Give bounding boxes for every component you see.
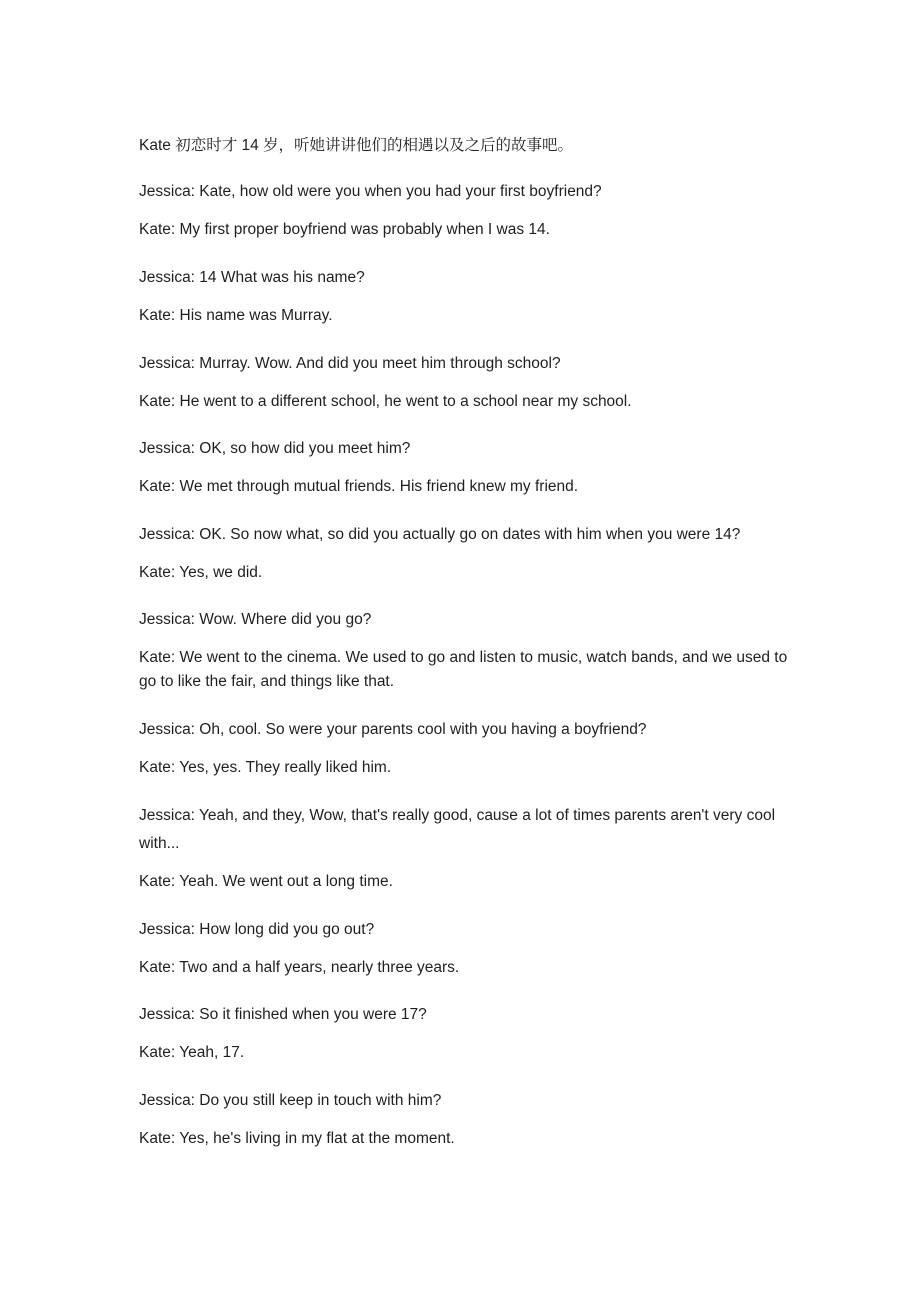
dialogue-line: Kate: We met through mutual friends. His friend knew my friend. xyxy=(139,478,579,495)
dialogue-line: Jessica: Oh, cool. So were your parents cool with you having a boyfriend? xyxy=(139,721,647,738)
dialogue-line: Jessica: So it finished when you were 17? xyxy=(139,1006,427,1023)
dialogue-line: Jessica: Kate, how old were you when you had your first boyfriend? xyxy=(139,183,602,200)
dialogue-line: Kate: Yes, yes. They really liked him. xyxy=(139,759,392,776)
dialogue-line: Kate: Yes, he's living in my flat at the moment. xyxy=(139,1130,455,1147)
dialogue-line: Kate: He went to a different school, he went to a school near my school. xyxy=(139,393,632,410)
dialogue-line: Jessica: Do you still keep in touch with him? xyxy=(139,1092,442,1109)
dialogue-line: Jessica: OK, so how did you meet him? xyxy=(139,440,411,457)
dialogue-line: Jessica: 14 What was his name? xyxy=(139,269,365,286)
intro-paragraph: Kate 初恋时才 14 岁，听她讲讲他们的相遇以及之后的故事吧。 xyxy=(139,137,574,154)
dialogue-line: Kate: My first proper boyfriend was probably when I was 14. xyxy=(139,221,550,238)
dialogue-line: Jessica: How long did you go out? xyxy=(139,921,375,938)
dialogue-line: Kate: Yeah. We went out a long time. xyxy=(139,873,393,890)
dialogue-line: Kate: Yeah, 17. xyxy=(139,1044,245,1061)
dialogue-line: Jessica: Murray. Wow. And did you meet him through school? xyxy=(139,355,561,372)
dialogue-line: Jessica: OK. So now what, so did you actually go on dates with him when you were 14? xyxy=(139,526,741,543)
dialogue-line: Kate: His name was Murray. xyxy=(139,307,333,324)
dialogue-line: Kate: Yes, we did. xyxy=(139,564,263,581)
dialogue-line: Kate: We went to the cinema. We used to go and listen to music, watch bands, and we used to go to like the fair, and things like that. xyxy=(139,649,788,690)
dialogue-line: Jessica: Wow. Where did you go? xyxy=(139,611,372,628)
dialogue-line: Jessica: Yeah, and they, Wow, that's really good, cause a lot of times parents aren't very cool with... xyxy=(139,807,776,852)
dialogue-line: Kate: Two and a half years, nearly three years. xyxy=(139,959,460,976)
